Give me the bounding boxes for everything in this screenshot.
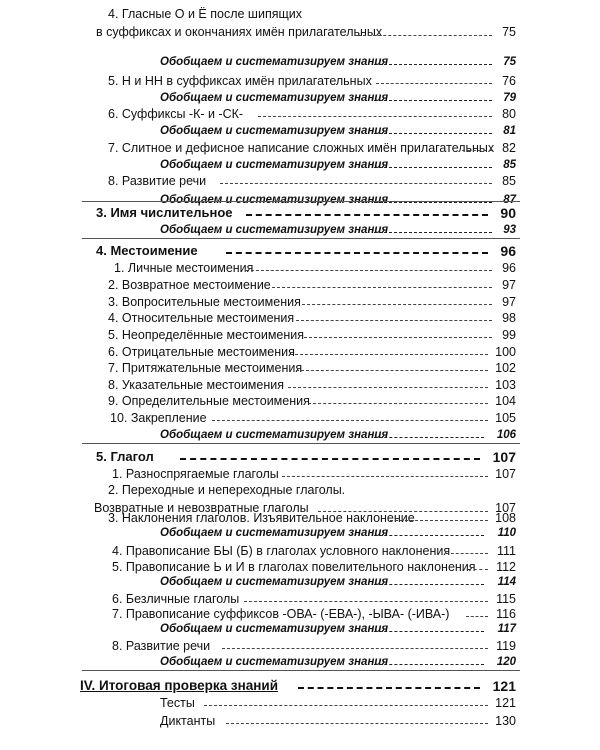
entry-label: 1. Личные местоимения <box>114 261 254 275</box>
leader-dots <box>446 553 488 554</box>
entry-page: 107 <box>495 501 516 515</box>
entry-label: 6. Суффиксы -К- и -СК- <box>108 107 244 121</box>
leader-dots <box>374 584 484 585</box>
entry-page: 103 <box>495 378 516 392</box>
entry-page: 104 <box>495 394 516 408</box>
entry-label: 7. Притяжательные местоимения <box>108 361 303 375</box>
review-label: Обобщаем и систематизируем знания <box>160 56 389 68</box>
entry-label: 5. Н и НН в суффиксах имён прилагательных <box>108 74 372 88</box>
leader-dots <box>246 270 492 271</box>
entry-page: 107 <box>495 467 516 481</box>
leader-dots <box>226 723 488 724</box>
entry-page: 85 <box>502 174 516 188</box>
divider <box>82 443 520 444</box>
review-page: 114 <box>497 576 516 588</box>
review-page: 120 <box>496 656 516 668</box>
leader-dots <box>302 304 492 305</box>
entry-label: 7. Слитное и дефисное написание сложных имён прилагательных <box>108 141 495 155</box>
review-label: Обобщаем и систематизируем знания <box>160 429 389 441</box>
entry-page: 98 <box>502 311 516 325</box>
leader-dots <box>390 520 488 521</box>
entry-label: 5. Неопределённые местоимения <box>108 328 305 342</box>
entry-page: 100 <box>495 345 516 359</box>
review-page: 110 <box>497 527 516 539</box>
divider <box>82 238 520 239</box>
entry-label: 3. Вопросительные местоимения <box>108 295 301 309</box>
entry-label: 7. Правописание суффиксов -ОВА- (-ЕВА-), -ЫВА- (-ИВА-) <box>112 607 450 621</box>
entry-label: 4. Гласные О и Ё после шипящих <box>108 7 302 21</box>
leader-dots <box>374 664 484 665</box>
chapter-label: 3. Имя числительное <box>96 205 233 220</box>
entry-page: 121 <box>495 696 516 710</box>
review-page: 87 <box>503 194 516 206</box>
entry-page: 80 <box>502 107 516 121</box>
leader-dots <box>358 35 492 36</box>
leader-dots <box>374 437 484 438</box>
toc-entry[interactable] <box>0 171 600 191</box>
entry-page: 96 <box>502 261 516 275</box>
review-label: Обобщаем и систематизируем знания <box>160 194 389 206</box>
chapter-page: 90 <box>500 205 516 221</box>
entry-label: 3. Наклонения глаголов. Изъявительное наклонение <box>108 511 415 525</box>
leader-dots <box>374 232 492 233</box>
leader-dots <box>466 616 488 617</box>
entry-label: 4. Правописание БЫ (Б) в глаголах условного наклонения <box>112 544 451 558</box>
entry-page: 82 <box>502 141 516 155</box>
entry-label: 9. Определительные местоимения <box>108 394 310 408</box>
entry-label: 5. Правописание Ь и И в глаголах повелительного наклонения <box>112 560 476 574</box>
leader-dots <box>226 252 488 254</box>
review-page: 106 <box>496 429 516 441</box>
leader-dots <box>462 150 492 151</box>
entry-page: 105 <box>495 411 516 425</box>
entry-label: 4. Относительные местоимения <box>108 311 295 325</box>
toc-entry[interactable] <box>0 693 600 713</box>
divider <box>82 201 520 202</box>
toc-review[interactable] <box>0 52 600 72</box>
leader-dots <box>288 387 488 388</box>
entry-label: 6. Отрицательные местоимения <box>108 345 295 359</box>
entry-page: 115 <box>496 592 516 606</box>
entry-page: 119 <box>496 639 516 653</box>
entry-page: 75 <box>502 25 516 39</box>
chapter-page: 96 <box>500 243 516 259</box>
leader-dots <box>246 214 488 216</box>
leader-dots <box>212 420 488 421</box>
review-label: Обобщаем и систематизируем знания <box>160 656 389 668</box>
chapter-page: 107 <box>492 449 516 465</box>
toc-entry[interactable] <box>0 711 600 731</box>
leader-dots <box>204 705 488 706</box>
leader-dots <box>180 458 480 460</box>
leader-dots <box>374 631 484 632</box>
entry-page: 111 <box>496 544 516 558</box>
entry-label: Диктанты <box>160 714 216 728</box>
review-page: 75 <box>503 56 516 68</box>
review-label: Обобщаем и систематизируем знания <box>160 527 389 539</box>
leader-dots <box>468 569 488 570</box>
entry-label: 8. Развитие речи <box>112 639 211 653</box>
leader-dots <box>308 403 488 404</box>
entry-label: Тесты <box>160 696 195 710</box>
entry-label: 2. Возвратное местоимение <box>108 278 271 292</box>
leader-dots <box>222 648 488 649</box>
toc-entry[interactable] <box>0 4 600 44</box>
review-label: Обобщаем и систематизируем знания <box>160 159 389 171</box>
leader-dots <box>304 337 492 338</box>
toc-review[interactable] <box>0 220 600 240</box>
review-page: 81 <box>503 125 516 137</box>
leader-dots <box>298 687 480 689</box>
leader-dots <box>296 320 492 321</box>
entry-label: 2. Переходные и непереходные глаголы. <box>108 483 346 497</box>
entry-page: 76 <box>502 74 516 88</box>
entry-label: Возвратные и невозвратные глаголы <box>94 501 309 515</box>
leader-dots <box>296 370 488 371</box>
divider <box>82 670 520 671</box>
entry-page: 99 <box>502 328 516 342</box>
leader-dots <box>374 64 492 65</box>
leader-dots <box>272 287 492 288</box>
leader-dots <box>374 100 492 101</box>
entry-label: 6. Безличные глаголы <box>112 592 240 606</box>
review-page: 117 <box>497 623 516 635</box>
chapter-label: 4. Местоимение <box>96 243 198 258</box>
toc-review[interactable] <box>0 425 600 445</box>
review-label: Обобщаем и систематизируем знания <box>160 623 389 635</box>
entry-page: 97 <box>502 295 516 309</box>
entry-label: 8. Развитие речи <box>108 174 207 188</box>
leader-dots <box>376 83 492 84</box>
toc-review[interactable] <box>0 523 600 543</box>
leader-dots <box>290 354 488 355</box>
entry-page: 108 <box>495 511 516 525</box>
part-label: IV. Итоговая проверка знаний <box>80 678 279 693</box>
chapter-label: 5. Глагол <box>96 449 154 464</box>
toc-review[interactable] <box>0 652 600 672</box>
review-label: Обобщаем и систематизируем знания <box>160 576 389 588</box>
entry-label: 8. Указательные местоимения <box>108 378 284 392</box>
part-page: 121 <box>492 678 516 694</box>
leader-dots <box>244 601 488 602</box>
entry-page: 116 <box>496 607 516 621</box>
review-label: Обобщаем и систематизируем знания <box>160 224 389 236</box>
leader-dots <box>374 133 492 134</box>
entry-label: 10. Закрепление <box>110 411 207 425</box>
entry-label: в суффиксах и окончаниях имён прилагательных <box>96 25 383 39</box>
entry-page: 112 <box>496 560 516 574</box>
review-page: 79 <box>503 92 516 104</box>
leader-dots <box>220 183 492 184</box>
entry-label: 1. Разноспрягаемые глаголы <box>112 467 279 481</box>
leader-dots <box>374 535 484 536</box>
review-label: Обобщаем и систематизируем знания <box>160 92 389 104</box>
entry-page: 130 <box>495 714 516 728</box>
leader-dots <box>258 116 492 117</box>
entry-page: 97 <box>502 278 516 292</box>
entry-page: 102 <box>495 361 516 375</box>
leader-dots <box>282 476 488 477</box>
leader-dots <box>374 167 492 168</box>
review-label: Обобщаем и систематизируем знания <box>160 125 389 137</box>
review-page: 85 <box>503 159 516 171</box>
review-page: 93 <box>503 224 516 236</box>
